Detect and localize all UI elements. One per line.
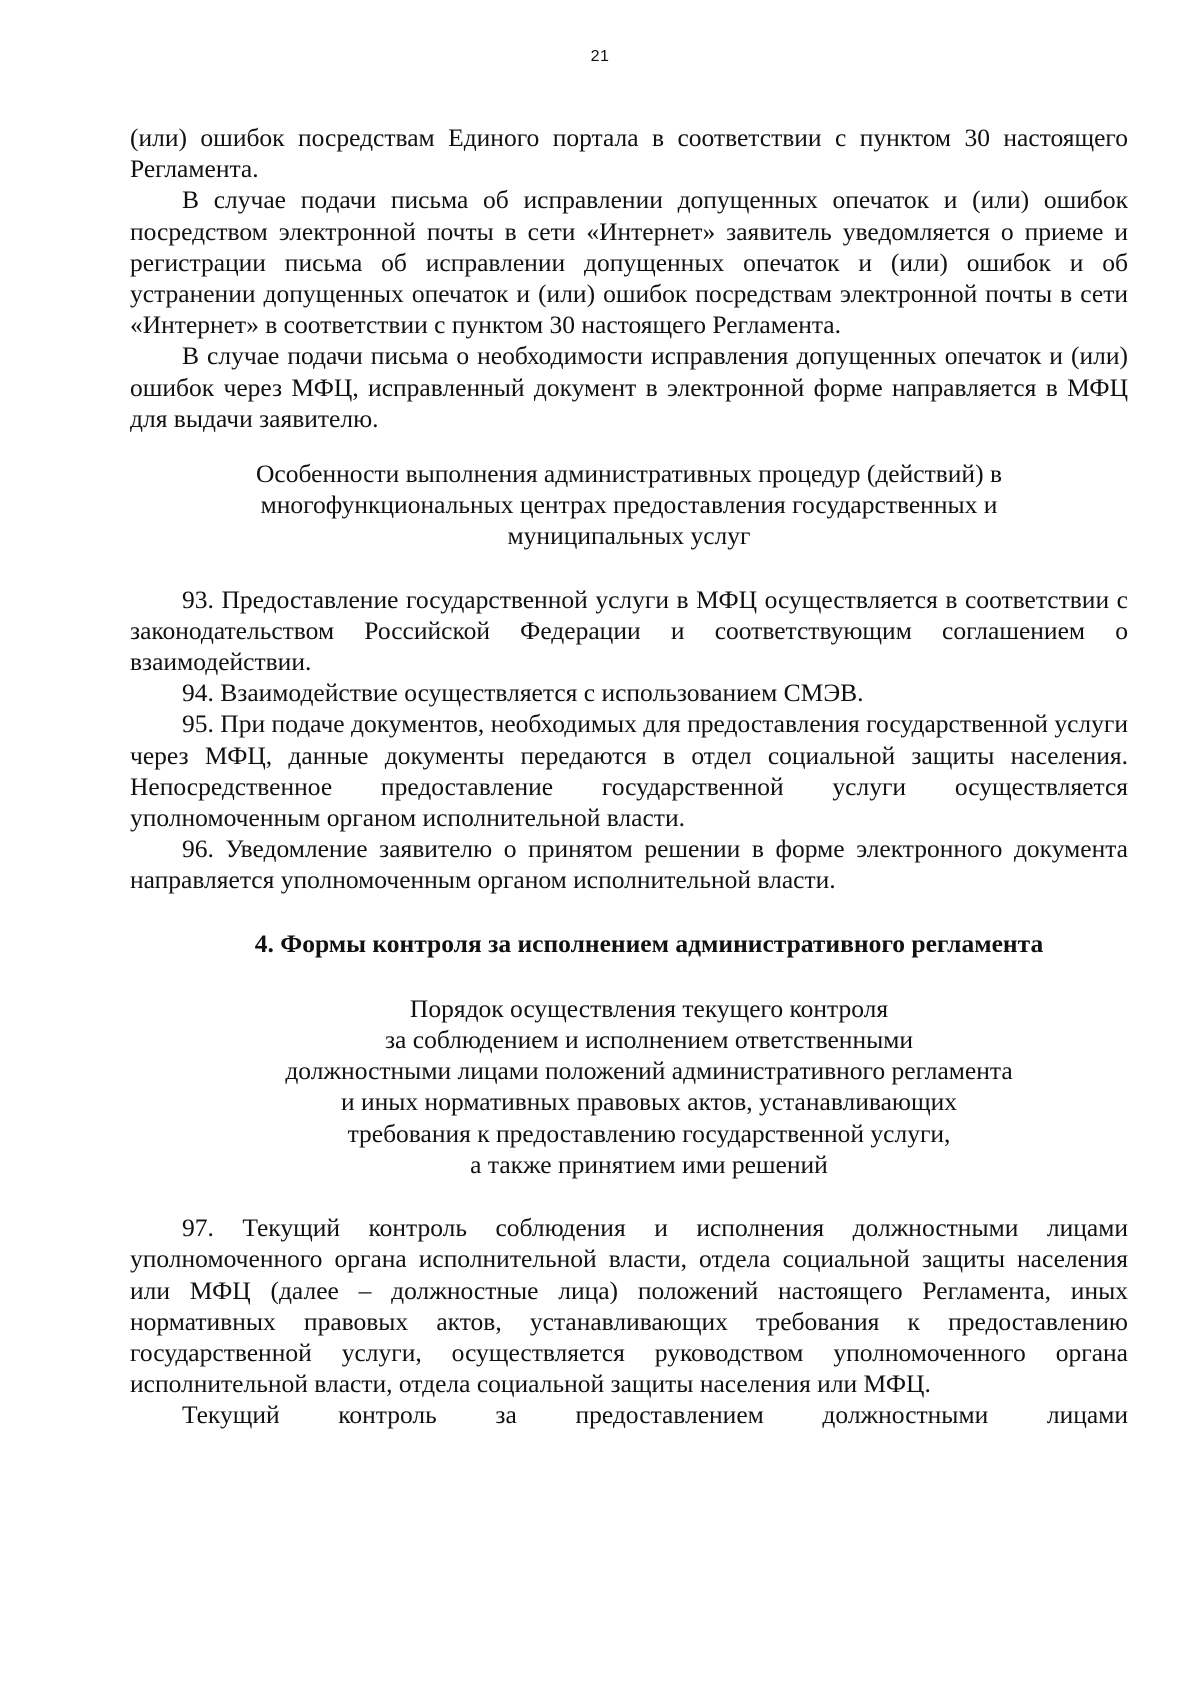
paragraph-97: 97. Текущий контроль соблюдения и исполнения должностными лицами уполномоченного органа исполнительной власти, отдела социальной защиты населения или МФЦ (далее – должностные лица) положений настоящего Регламента, иных нормативных правовых актов, устанавливающих требования к предоставлению государственной услуги, осуществляется руководством уполномоченного органа исполнительной власти, отдела социальной защиты населения или МФЦ. <box>130 1213 1128 1399</box>
paragraph-current-control-cut: Текущий контроль за предоставлением должностными лицами <box>182 1400 1128 1430</box>
subheading-line: Порядок осуществления текущего контроля <box>409 993 889 1023</box>
subheading-current-control <box>130 993 1128 1180</box>
paragraph-93: 93. Предоставление государственной услуги в МФЦ осуществляется в соответствии с законодательством Российской Федерации и соответствующим соглашением о взаимодействии. <box>130 584 1128 677</box>
subheading-line: за соблюдением и исполнением ответственными <box>384 1025 914 1055</box>
paragraph-94: 94. Взаимодействие осуществляется с использованием СМЭВ. <box>182 678 864 708</box>
section-current-control <box>130 1212 1128 1430</box>
paragraph-mfc-correction: В случае подачи письма о необходимости исправления допущенных опечаток и (или) ошибок через МФЦ, исправленный документ в электронной форме направляется в МФЦ для выдачи заявителю. <box>130 341 1128 433</box>
section-mfc <box>130 584 1128 896</box>
paragraph-email-correction: В случае подачи письма об исправлении допущенных опечаток и (или) ошибок посредством электронной почты в сети «Интернет» заявитель уведомляется о приеме и регистрации письма об исправлении допущенных опечаток и (или) ошибок и об устранении допущенных опечаток и (или) ошибок посредствам электронной почты в сети «Интернет» в соответствии с пунктом 30 настоящего Регламента. <box>130 185 1128 340</box>
subheading-line: должностными лицами положений административного регламента <box>285 1056 1013 1086</box>
page-number: 21 <box>590 48 610 65</box>
paragraph-95: 95. При подаче документов, необходимых для предоставления государственной услуги через МФЦ, данные документы передаются в отдел социальной защиты населения. Непосредственное предоставление государственной услуги осуществляется уполномоченным органом исполнительной власти. <box>130 709 1128 833</box>
paragraph-continuation: (или) ошибок посредствам Единого портала в соответствии с пунктом 30 настоящего Регламента. <box>130 123 1128 184</box>
paragraph-96: 96. Уведомление заявителю о принятом решении в форме электронного документа направляется уполномоченным органом исполнительной власти. <box>130 834 1128 895</box>
subheading-mfc-features: Особенности выполнения административных процедур (действий) в многофункциональных центрах предоставления государственных и муниципальных услуг <box>256 459 1002 551</box>
section-heading-control-forms: 4. Формы контроля за исполнением административного регламента <box>254 928 1044 958</box>
document-body <box>130 122 1128 1431</box>
subheading-line: и иных нормативных правовых актов, устанавливающих <box>340 1087 958 1117</box>
section-heading-wrap <box>130 928 1128 959</box>
subheading-line: требования к предоставлению государственной услуги, <box>347 1118 951 1148</box>
subheading-line: а также принятием ими решений <box>470 1149 828 1179</box>
